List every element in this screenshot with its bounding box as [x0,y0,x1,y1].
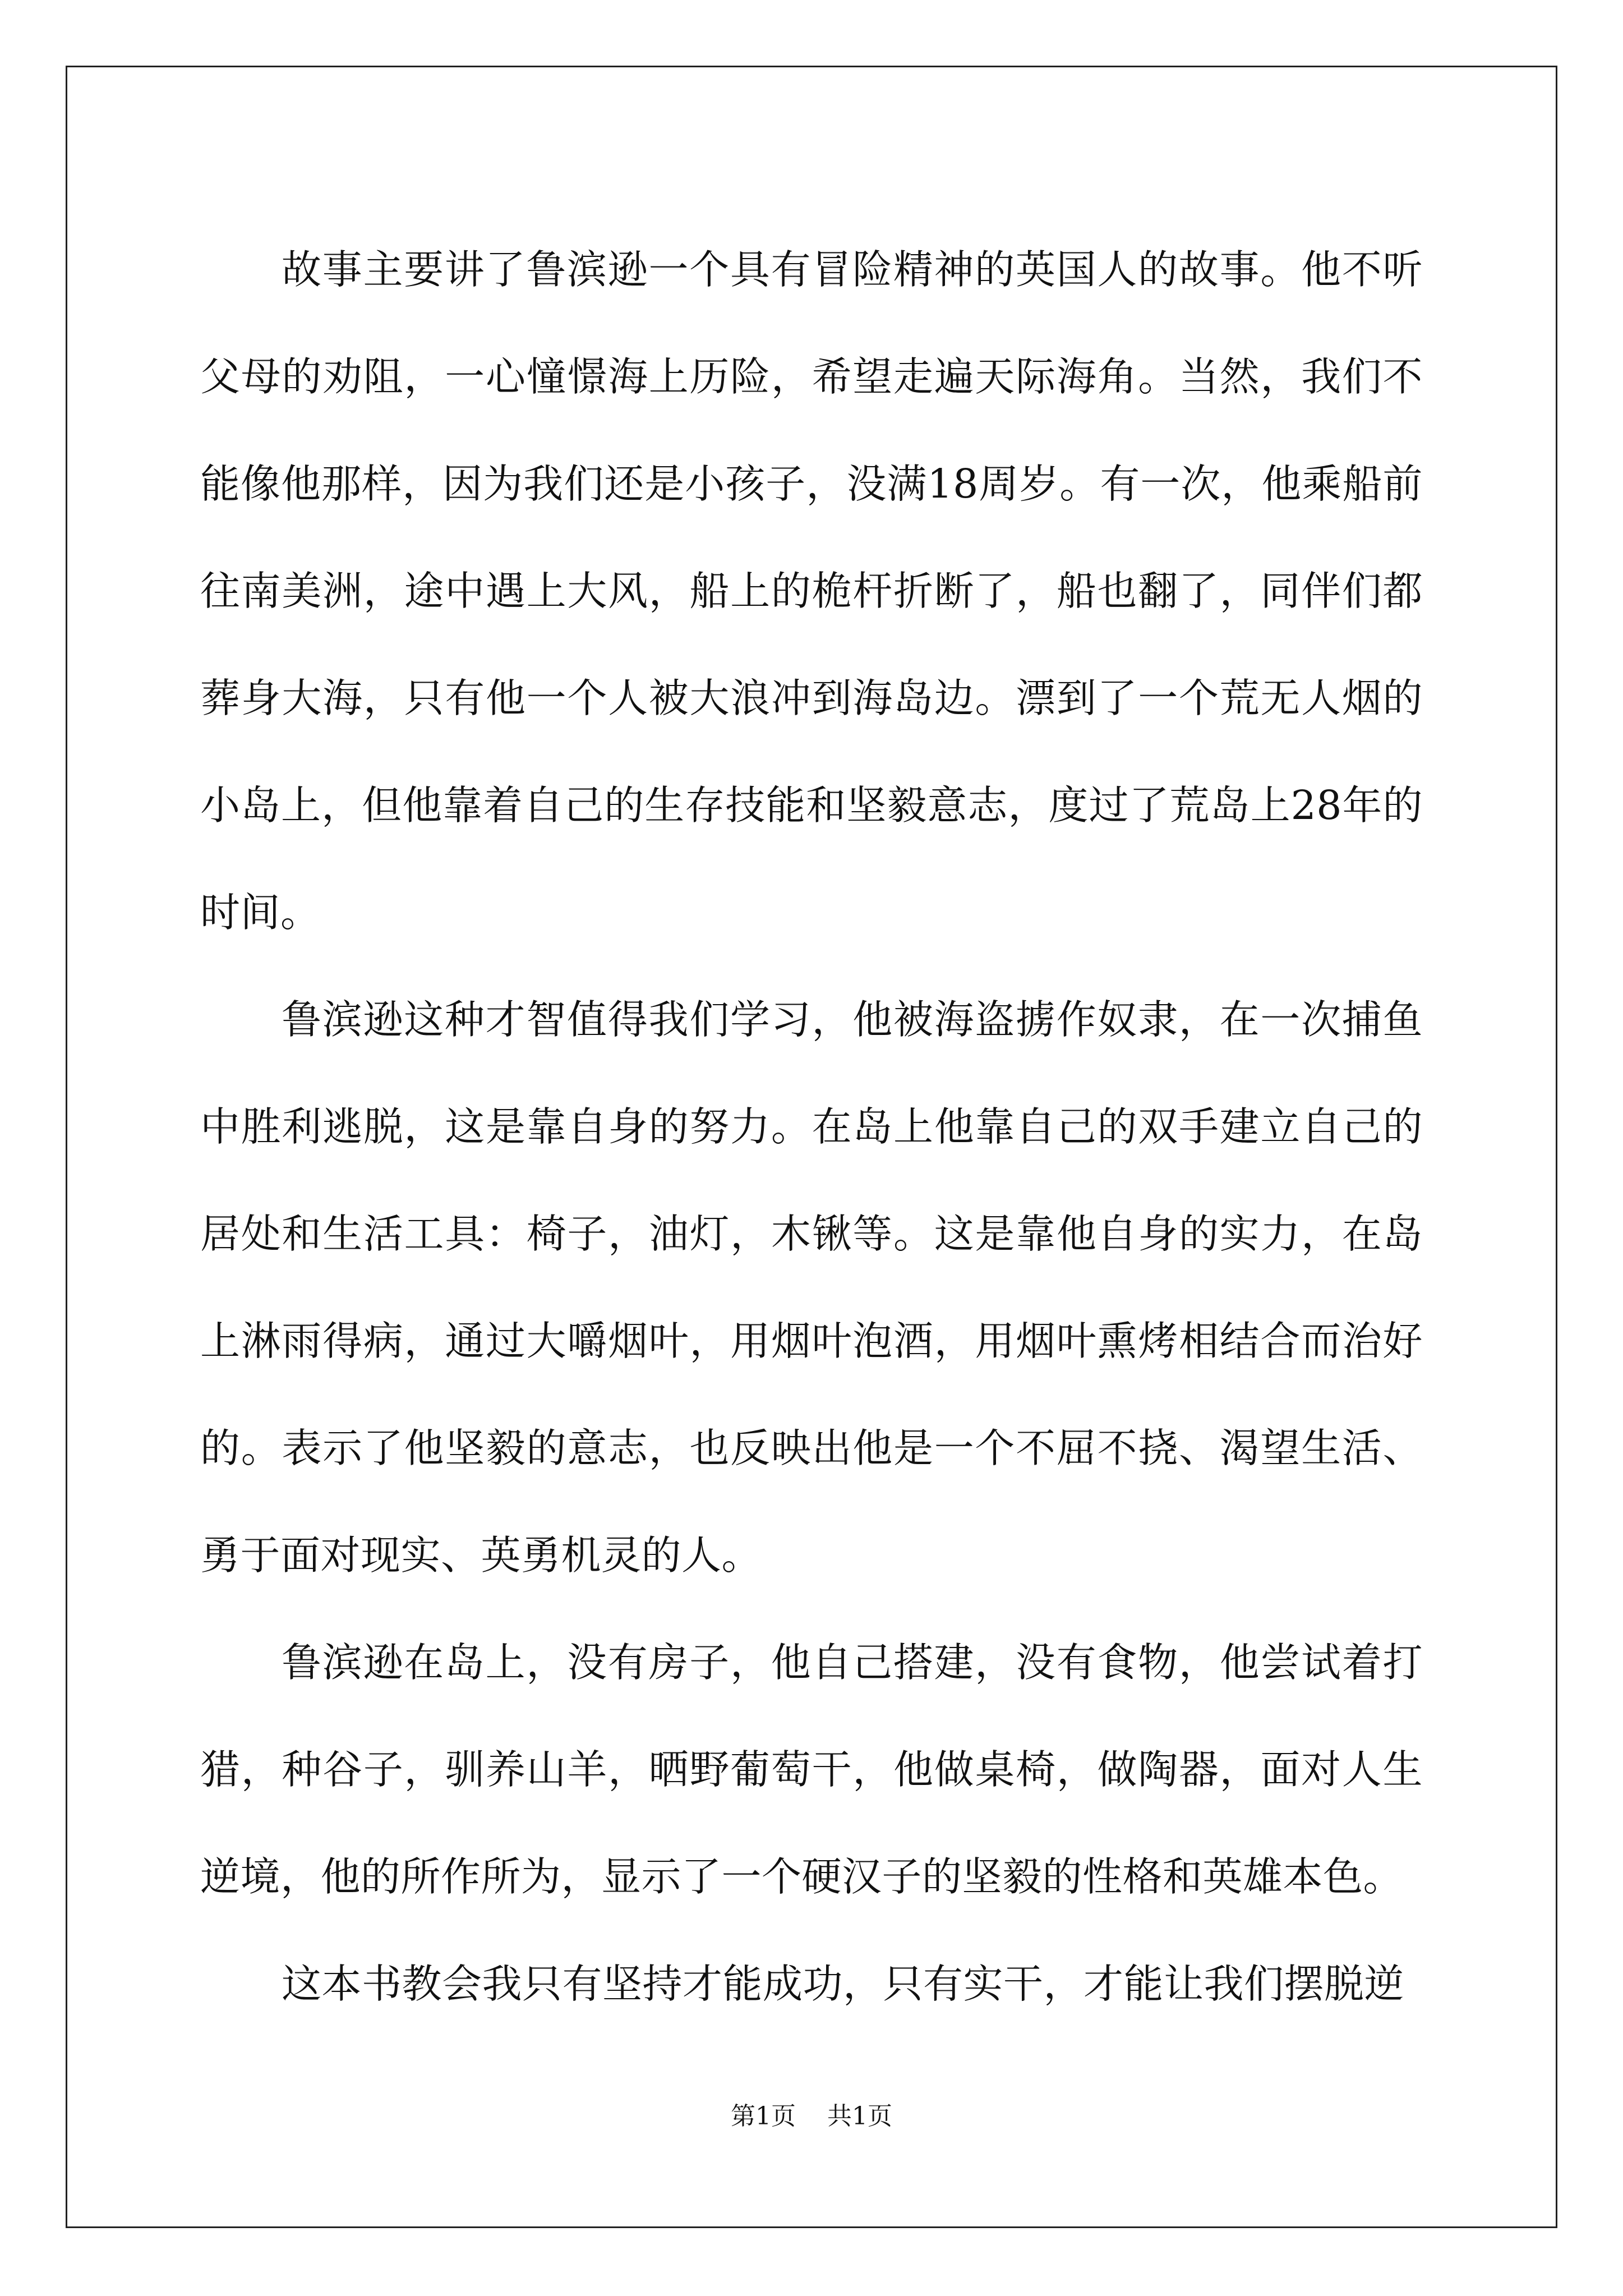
paragraph-3: 鲁滨逊在岛上，没有房子，他自己搭建，没有食物，他尝试着打猎，种谷子，驯养山羊，晒野葡萄干，他做桌椅，做陶器，面对人生逆境，他的所作所为，显示了一个硬汉子的坚毅的性格和英雄本色。 [200,1639,1423,1900]
page-total: 共1页 [827,2102,892,2131]
page-number: 第1页 [731,2102,796,2131]
paragraph-1: 故事主要讲了鲁滨逊一个具有冒险精神的英国人的故事。他不听父母的劝阻，一心憧憬海上历险，希望走遍天际海角。当然，我们不能像他那样，因为我们还是小孩子，没满18周岁。有一次，他乘船前往南美洲，途中遇上大风，船上的桅杆折断了，船也翻了，同伴们都葬身大海，只有他一个人被大浪冲到海岛边。漂到了一个荒无人烟的小岛上，但他靠着自己的生存技能和坚毅意志，度过了荒岛上28年的时间。 [200,246,1423,936]
page-footer [0,2101,1623,2132]
paragraph-2: 鲁滨逊这种才智值得我们学习，他被海盗掳作奴隶，在一次捕鱼中胜利逃脱，这是靠自身的努力。在岛上他靠自己的双手建立自己的居处和生活工具：椅子，油灯，木锹等。这是靠他自身的实力，在岛上淋雨得病，通过大嚼烟叶，用烟叶泡酒，用烟叶熏烤相结合而治好的。表示了他坚毅的意志，也反映出他是一个不屈不挠、渴望生活、勇于面对现实、英勇机灵的人。 [200,996,1423,1579]
paragraph-4: 这本书教会我只有坚持才能成功，只有实干，才能让我们摆脱逆 [282,1961,1405,2007]
document-body [200,216,1423,2037]
